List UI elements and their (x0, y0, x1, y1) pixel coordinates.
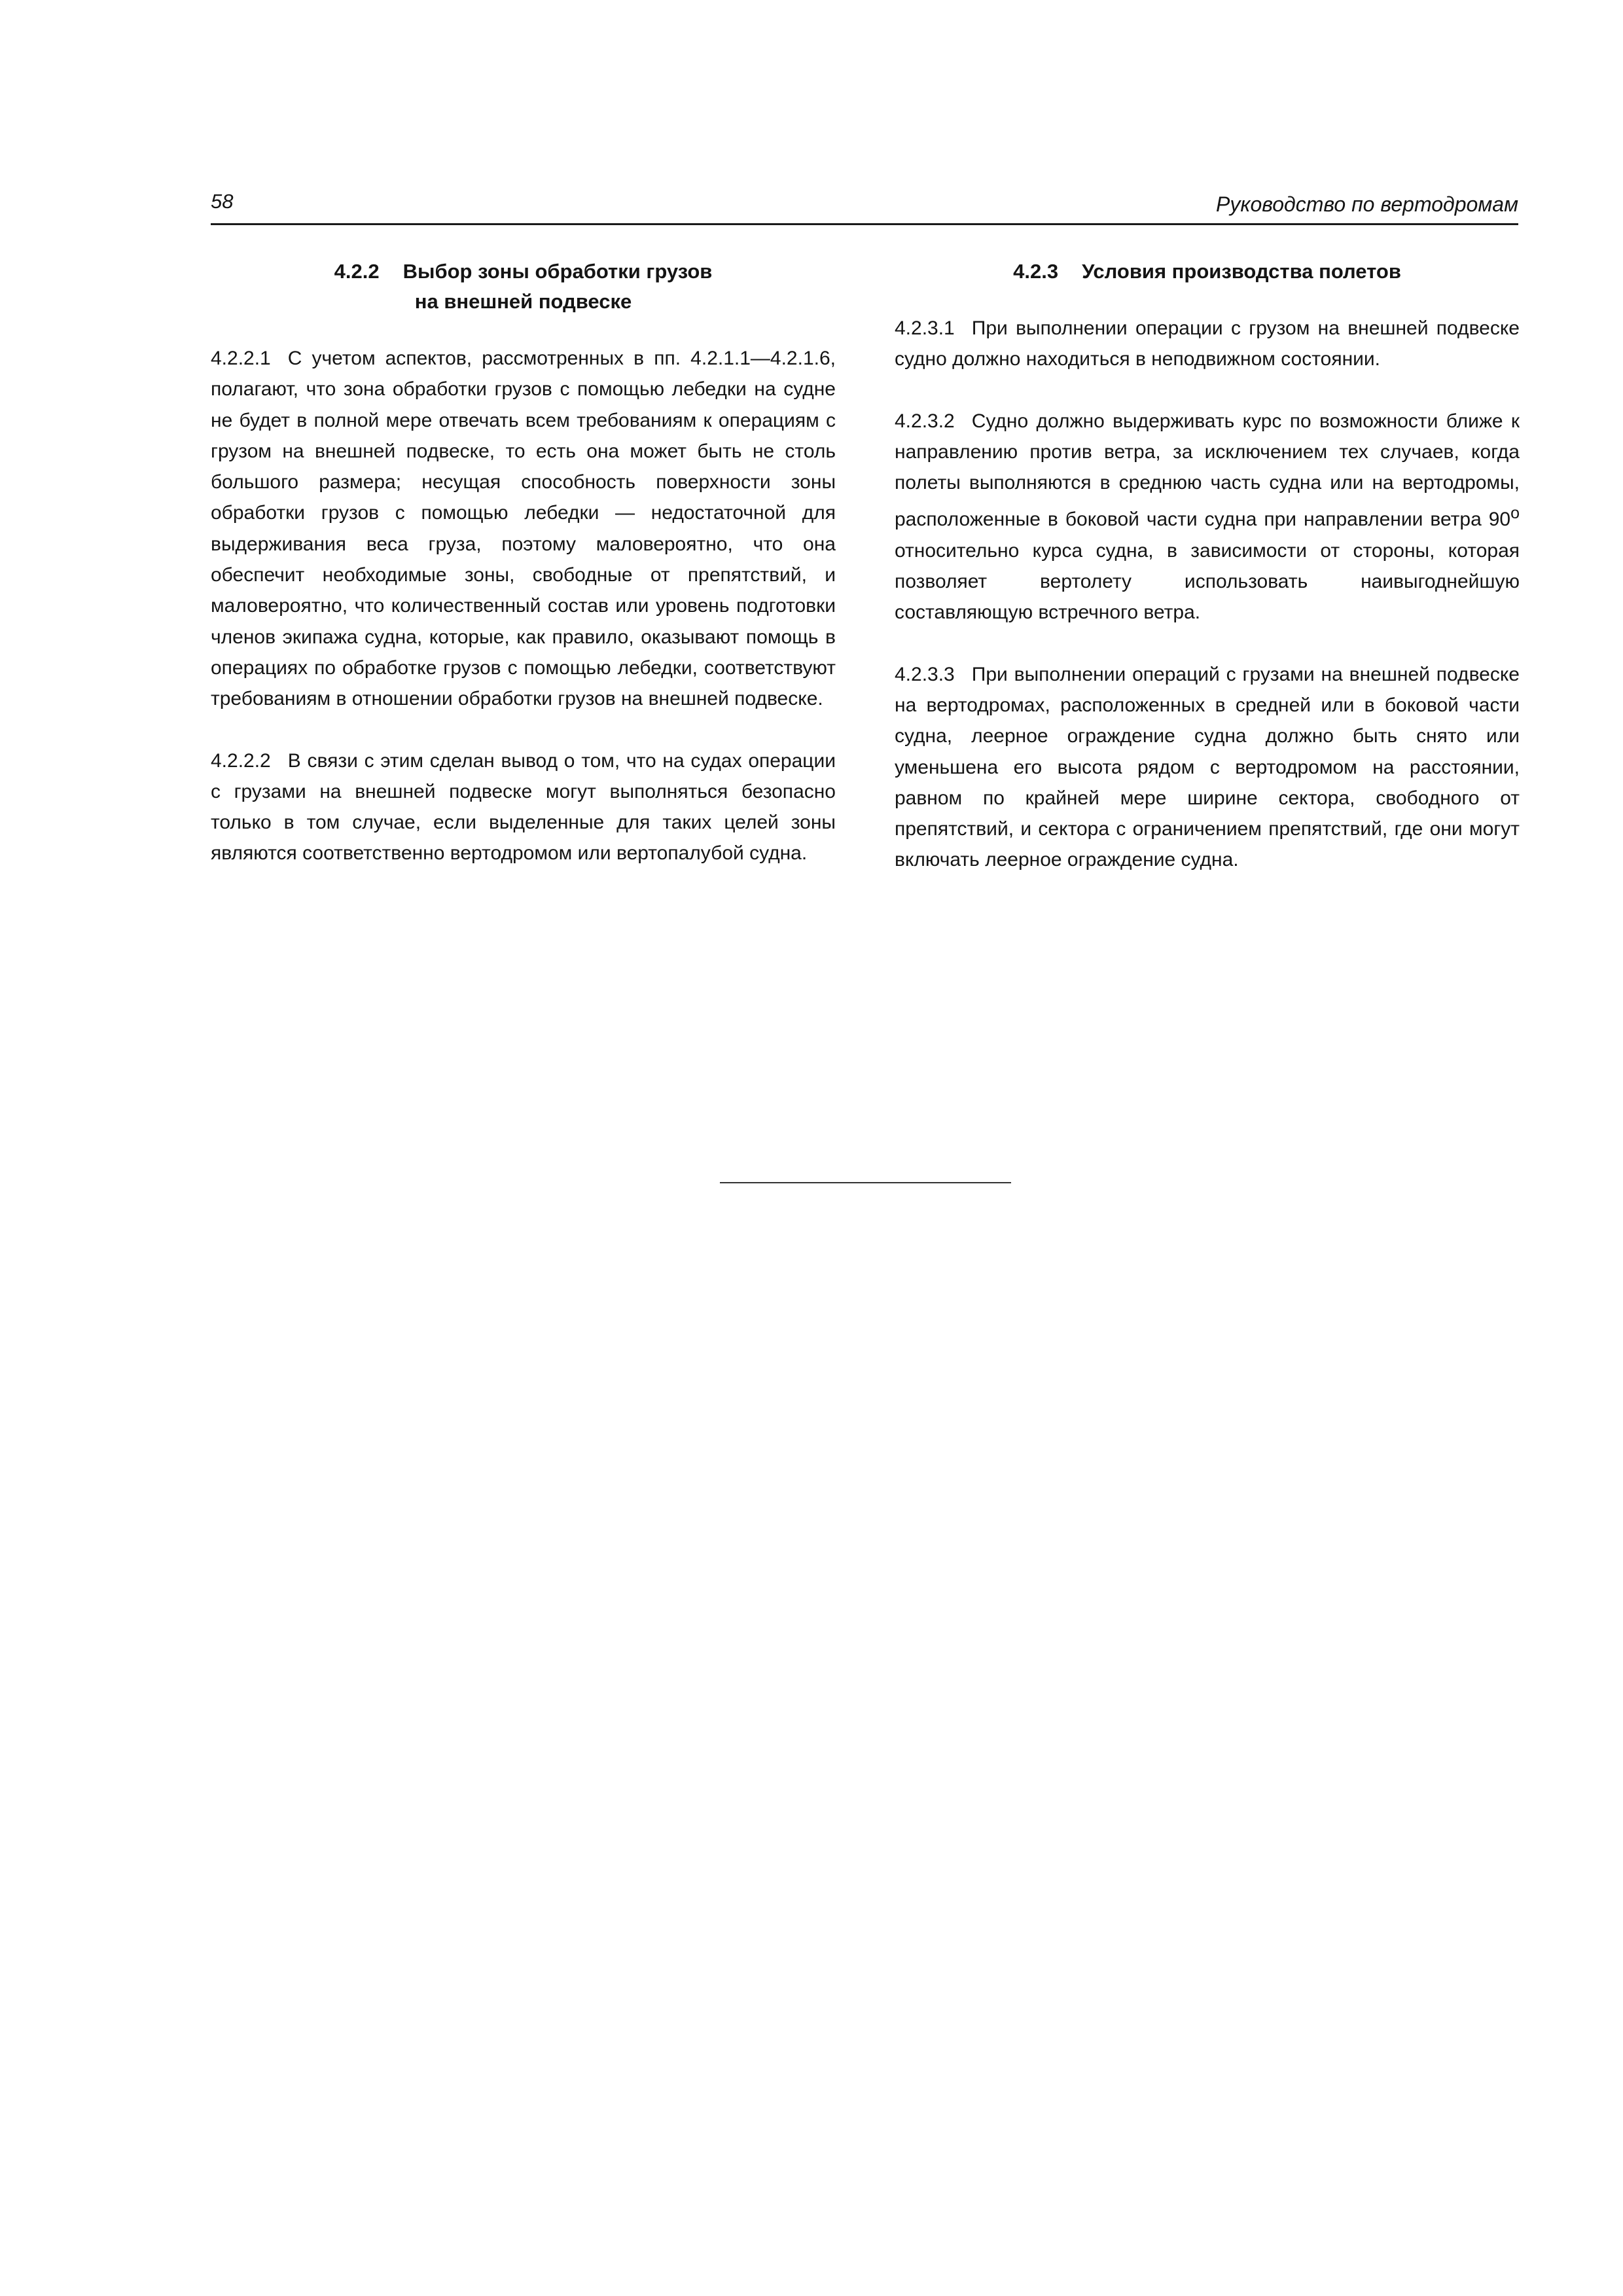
paragraph-text: В связи с этим сделан вывод о том, что на судах операции с грузами на внешней подвеске могут выполняться безопасно только в том случае, если выделенные для таких целей зоны являются соответственно вертодромом или вертопалубой судна. (211, 749, 836, 865)
paragraph-text: При выполнении операций с грузами на внешней подвеске на вертодромах, расположенных в средней или в боковой части судна, леерное ограждение судна должно быть снято или уменьшена его высота рядом с вертодромом на расстоянии, равном по крайней мере ширине сектора, свободного от препятствий, и сектора с ограничением препятствий, где они могут включать леерное ограждение судна. (895, 663, 1520, 871)
section-heading-4-2-2 (211, 257, 836, 317)
section-title-line-1: Условия производства полетов (1082, 260, 1401, 283)
section-number: 4.2.2 (334, 260, 380, 283)
paragraph-4-2-3-1 (895, 313, 1520, 375)
header-divider (211, 223, 1518, 225)
section-heading-4-2-3 (895, 257, 1520, 287)
paragraph-text-before: Судно должно выдерживать курс по возможности ближе к направлению против ветра, за исключением тех случаев, когда полеты выполняются в среднюю часть судна или на вертодромы, расположенные в боковой части судна при направлении ветра 90 (895, 410, 1520, 531)
paragraph-number: 4.2.3.3 (895, 663, 955, 685)
paragraph-4-2-2-1 (211, 343, 836, 715)
paragraph-text: При выполнении операции с грузом на внешней подвеске судно должно находиться в неподвижном состоянии. (895, 317, 1520, 370)
paragraph-4-2-3-3 (895, 659, 1520, 876)
degree-superscript: o (1510, 504, 1520, 523)
paragraph-4-2-3-2 (895, 406, 1520, 628)
paragraph-number: 4.2.2.1 (211, 348, 271, 369)
paragraph-number: 4.2.3.2 (895, 410, 955, 432)
end-of-section-rule (720, 1182, 1011, 1183)
right-column (895, 257, 1520, 906)
paragraph-text-after: относительно курса судна, в зависимости от стороны, которая позволяет вертолету использовать наивыгоднейшую составляющую встречного ветра. (895, 539, 1520, 624)
left-column (211, 257, 836, 900)
section-title-line-2: на внешней подвеске (414, 290, 632, 313)
running-title: Руководство по вертодромам (1215, 192, 1518, 216)
paragraph-number: 4.2.2.2 (211, 749, 271, 772)
page-number: 58 (211, 190, 234, 213)
section-number: 4.2.3 (1013, 260, 1059, 283)
paragraph-4-2-2-2 (211, 745, 836, 869)
paragraph-number: 4.2.3.1 (895, 317, 955, 339)
paragraph-text: С учетом аспектов, рассмотренных в пп. 4.2.1.1—4.2.1.6, полагают, что зона обработки грузов с помощью лебедки на судне не будет в полной мере отвечать всем требованиям к операциям с грузом на внешней подвеске, то есть она может быть не столь большого размера; несущая способность поверхности зоны обработки грузов с помощью лебедки — недостаточной для выдерживания веса груза, поэтому маловероятно, что она обеспечит необходимые зоны, свободные от препятствий, и маловероятно, что количественный состав или уровень подготовки членов экипажа судна, которые, как правило, оказывают помощь в операциях по обработке грузов с помощью лебедки, соответствуют требованиям в отношении обработки грузов на внешней подвеске. (211, 348, 836, 710)
section-title-line-1: Выбор зоны обработки грузов (402, 260, 713, 283)
